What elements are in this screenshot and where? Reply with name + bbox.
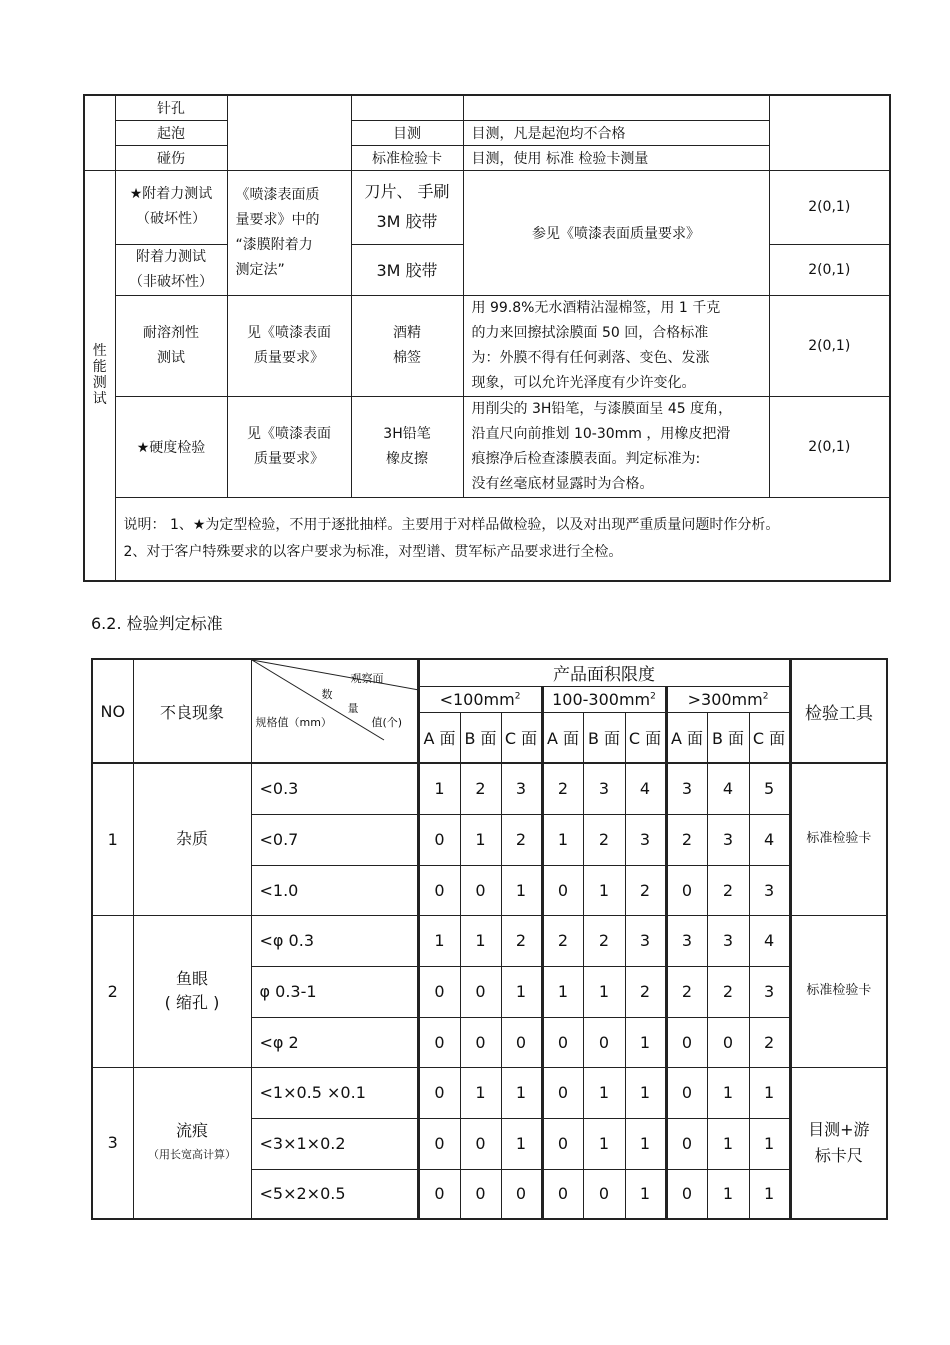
- limit-value: 3: [707, 915, 749, 966]
- observe-label: 观察面: [350, 672, 384, 685]
- limit-value: 0: [460, 1017, 501, 1067]
- inspection-tool: 标准检验卡: [790, 763, 887, 915]
- table-row: 性 能 测 试 ★附着力测试 （破坏性） 《喷漆表面质 量要求》中的 “漆膜附着力 测定法” 刀片、 手刷 3M 胶带 参见《喷漆表面质量要求》 2(0,1): [84, 170, 890, 244]
- limit-value: 1: [707, 1118, 749, 1169]
- limit-value: 2: [583, 814, 625, 865]
- spec-value: <0.7: [251, 814, 418, 865]
- table-row: [92, 915, 887, 966]
- limit-value: 1: [583, 966, 625, 1017]
- limit-value: 0: [542, 1169, 583, 1219]
- defect-label: 流痕: [175, 1120, 208, 1140]
- defect-label: 杂质: [175, 829, 208, 849]
- table-row: 碰伤 标准检验卡 目测，使用 标准 检验卡测量: [84, 145, 890, 170]
- face-header: A 面: [666, 712, 707, 763]
- face-header: B 面: [460, 712, 501, 763]
- range-large: $>300mm^2$: [666, 686, 790, 712]
- defect-no: 1: [92, 763, 133, 915]
- spec-value: φ 0.3-1: [251, 966, 418, 1017]
- limit-value: 2: [707, 966, 749, 1017]
- section-title: 6.2. 检验判定标准: [91, 614, 223, 633]
- area-limit-header: 产品面积限度: [418, 659, 790, 686]
- defect-name: [133, 763, 251, 915]
- limit-value: 0: [501, 1169, 542, 1219]
- limit-value: 1: [625, 1017, 666, 1067]
- limit-value: 0: [460, 865, 501, 915]
- limit-value: 0: [418, 1017, 460, 1067]
- notes: 说明： 1、★为定型检验，不用于逐批抽样。主要用于对样品做检验，以及对出现严重质量问题时作分析。 2、对于客户特殊要求的以客户要求为标准，对型谱、贯军标产品要求进行全检。: [115, 497, 890, 581]
- table-row: [92, 763, 887, 814]
- table-row: 附着力测试 （非破坏性） 3M 胶带 2(0,1): [84, 244, 890, 295]
- range-mid: $100-300mm^2$: [542, 686, 666, 712]
- limit-value: 0: [418, 1169, 460, 1219]
- limit-value: 1: [625, 1067, 666, 1118]
- limit-value: 3: [749, 865, 790, 915]
- defect-criteria-table: [91, 658, 888, 1220]
- header-row: [92, 659, 887, 686]
- limit-value: 0: [542, 1017, 583, 1067]
- table-row: [84, 497, 890, 581]
- defect-no: 3: [92, 1067, 133, 1219]
- limit-value: 2: [583, 915, 625, 966]
- item-cell: ★附着力测试 （破坏性）: [115, 170, 227, 244]
- table-row: [84, 95, 890, 120]
- value-label: 值(个): [371, 716, 403, 729]
- limit-value: 1: [501, 1067, 542, 1118]
- limit-value: 2: [501, 814, 542, 865]
- table-row: [92, 1067, 887, 1118]
- face-header: A 面: [418, 712, 460, 763]
- spec-label: 规格值（mm）: [255, 716, 332, 729]
- spec-value: <1.0: [251, 865, 418, 915]
- limit-value: 1: [583, 865, 625, 915]
- item-cell: 起泡: [115, 120, 227, 145]
- limit-value: 0: [666, 1067, 707, 1118]
- limit-value: 1: [707, 1067, 749, 1118]
- limit-value: 0: [542, 1067, 583, 1118]
- limit-value: 0: [666, 1017, 707, 1067]
- limit-value: 1: [542, 966, 583, 1017]
- limit-value: 2: [501, 915, 542, 966]
- qty-label-1: 数: [321, 688, 333, 701]
- limit-value: 0: [501, 1017, 542, 1067]
- item-cell: 耐溶剂性 测试: [115, 295, 227, 396]
- tool-header: 检验工具: [790, 659, 887, 763]
- limit-value: 0: [460, 1169, 501, 1219]
- defect-header: 不良现象: [133, 659, 251, 763]
- face-header: C 面: [625, 712, 666, 763]
- no-header: NO: [92, 659, 133, 763]
- performance-test-table: [83, 94, 891, 582]
- limit-value: 3: [707, 814, 749, 865]
- limit-value: 2: [542, 915, 583, 966]
- defect-name: [133, 1067, 251, 1219]
- defect-no: 2: [92, 915, 133, 1067]
- limit-value: 0: [418, 814, 460, 865]
- performance-label: 性 能 测 试: [84, 170, 115, 581]
- limit-value: 3: [666, 763, 707, 814]
- limit-value: 0: [666, 865, 707, 915]
- spec-value: <5×2×0.5: [251, 1169, 418, 1219]
- table-row: 起泡 目测 目测，凡是起泡均不合格: [84, 120, 890, 145]
- spec-value: <φ 2: [251, 1017, 418, 1067]
- limit-value: 0: [666, 1118, 707, 1169]
- limit-value: 3: [666, 915, 707, 966]
- limit-value: 0: [418, 865, 460, 915]
- limit-value: 2: [666, 966, 707, 1017]
- limit-value: 0: [542, 865, 583, 915]
- inspection-tool: 标准检验卡: [790, 915, 887, 1067]
- limit-value: 2: [749, 1017, 790, 1067]
- limit-value: 2: [542, 763, 583, 814]
- limit-value: 0: [418, 1118, 460, 1169]
- limit-value: 1: [542, 814, 583, 865]
- diagonal-header: [251, 659, 418, 763]
- limit-value: 1: [625, 1118, 666, 1169]
- face-header: A 面: [542, 712, 583, 763]
- limit-value: 1: [749, 1067, 790, 1118]
- limit-value: 0: [418, 966, 460, 1017]
- limit-value: 1: [418, 915, 460, 966]
- item-cell: 碰伤: [115, 145, 227, 170]
- limit-value: 3: [625, 814, 666, 865]
- limit-value: 1: [460, 915, 501, 966]
- limit-value: 2: [666, 814, 707, 865]
- face-header: C 面: [749, 712, 790, 763]
- limit-value: 2: [625, 966, 666, 1017]
- defect-label: 鱼眼 ( 缩孔 ): [164, 969, 220, 1012]
- limit-value: 4: [625, 763, 666, 814]
- defect-rows: [92, 763, 887, 1219]
- limit-value: 3: [583, 763, 625, 814]
- limit-value: 0: [460, 1118, 501, 1169]
- item-cell: 针孔: [115, 95, 227, 120]
- limit-value: 4: [707, 763, 749, 814]
- limit-value: 1: [583, 1118, 625, 1169]
- limit-value: 3: [749, 966, 790, 1017]
- limit-value: 1: [460, 814, 501, 865]
- limit-value: 1: [707, 1169, 749, 1219]
- face-header: B 面: [583, 712, 625, 763]
- range-small: $<100mm^2$: [418, 686, 542, 712]
- limit-value: 0: [460, 966, 501, 1017]
- basis-cell: 《喷漆表面质 量要求》中的 “漆膜附着力 测定法”: [227, 170, 351, 295]
- limit-value: 1: [749, 1169, 790, 1219]
- limit-value: 1: [501, 865, 542, 915]
- limit-value: 2: [707, 865, 749, 915]
- item-cell: 附着力测试 （非破坏性）: [115, 244, 227, 295]
- limit-value: 1: [583, 1067, 625, 1118]
- limit-value: 0: [707, 1017, 749, 1067]
- limit-value: 5: [749, 763, 790, 814]
- table-row: ★硬度检验 见《喷漆表面 质量要求》 3H铅笔 橡皮擦 用削尖的 3H铅笔，与漆膜面呈 45 度角， 沿直尺向前推划 10-30mm ，用橡皮把滑 痕擦净后检查漆膜表面。判定标准为: 没有丝毫底材显露时为合格。 2(0,1): [84, 396, 890, 497]
- limit-value: 1: [418, 763, 460, 814]
- defect-sublabel: （用长宽高计算）: [148, 1147, 236, 1161]
- limit-value: 1: [749, 1118, 790, 1169]
- limit-value: 0: [418, 1067, 460, 1118]
- limit-value: 1: [625, 1169, 666, 1219]
- defect-name: [133, 915, 251, 1067]
- spec-value: <1×0.5 ×0.1: [251, 1067, 418, 1118]
- spec-value: <φ 0.3: [251, 915, 418, 966]
- limit-value: 1: [460, 1067, 501, 1118]
- item-cell: ★硬度检验: [115, 396, 227, 497]
- limit-value: 0: [666, 1169, 707, 1219]
- spec-value: <0.3: [251, 763, 418, 814]
- qty-label-2: 量: [347, 702, 359, 715]
- limit-value: 1: [501, 1118, 542, 1169]
- limit-value: 2: [460, 763, 501, 814]
- face-header: B 面: [707, 712, 749, 763]
- limit-value: 3: [501, 763, 542, 814]
- limit-value: 1: [501, 966, 542, 1017]
- spec-value: <3×1×0.2: [251, 1118, 418, 1169]
- diagonal-lines: [252, 660, 419, 764]
- limit-value: 0: [583, 1017, 625, 1067]
- face-header: C 面: [501, 712, 542, 763]
- limit-value: 4: [749, 814, 790, 865]
- inspection-tool: 目测+游 标卡尺: [790, 1067, 887, 1219]
- limit-value: 4: [749, 915, 790, 966]
- limit-value: 0: [583, 1169, 625, 1219]
- limit-value: 0: [542, 1118, 583, 1169]
- limit-value: 2: [625, 865, 666, 915]
- limit-value: 3: [625, 915, 666, 966]
- table-row: 耐溶剂性 测试 见《喷漆表面 质量要求》 酒精 棉签 用 99.8%无水酒精沾湿棉签，用 1 千克 的力来回擦拭涂膜面 50 回，合格标准 为：外膜不得有任何剥落、变色、发涨 现象，可以允许光泽度有少许变化。 2(0,1): [84, 295, 890, 396]
